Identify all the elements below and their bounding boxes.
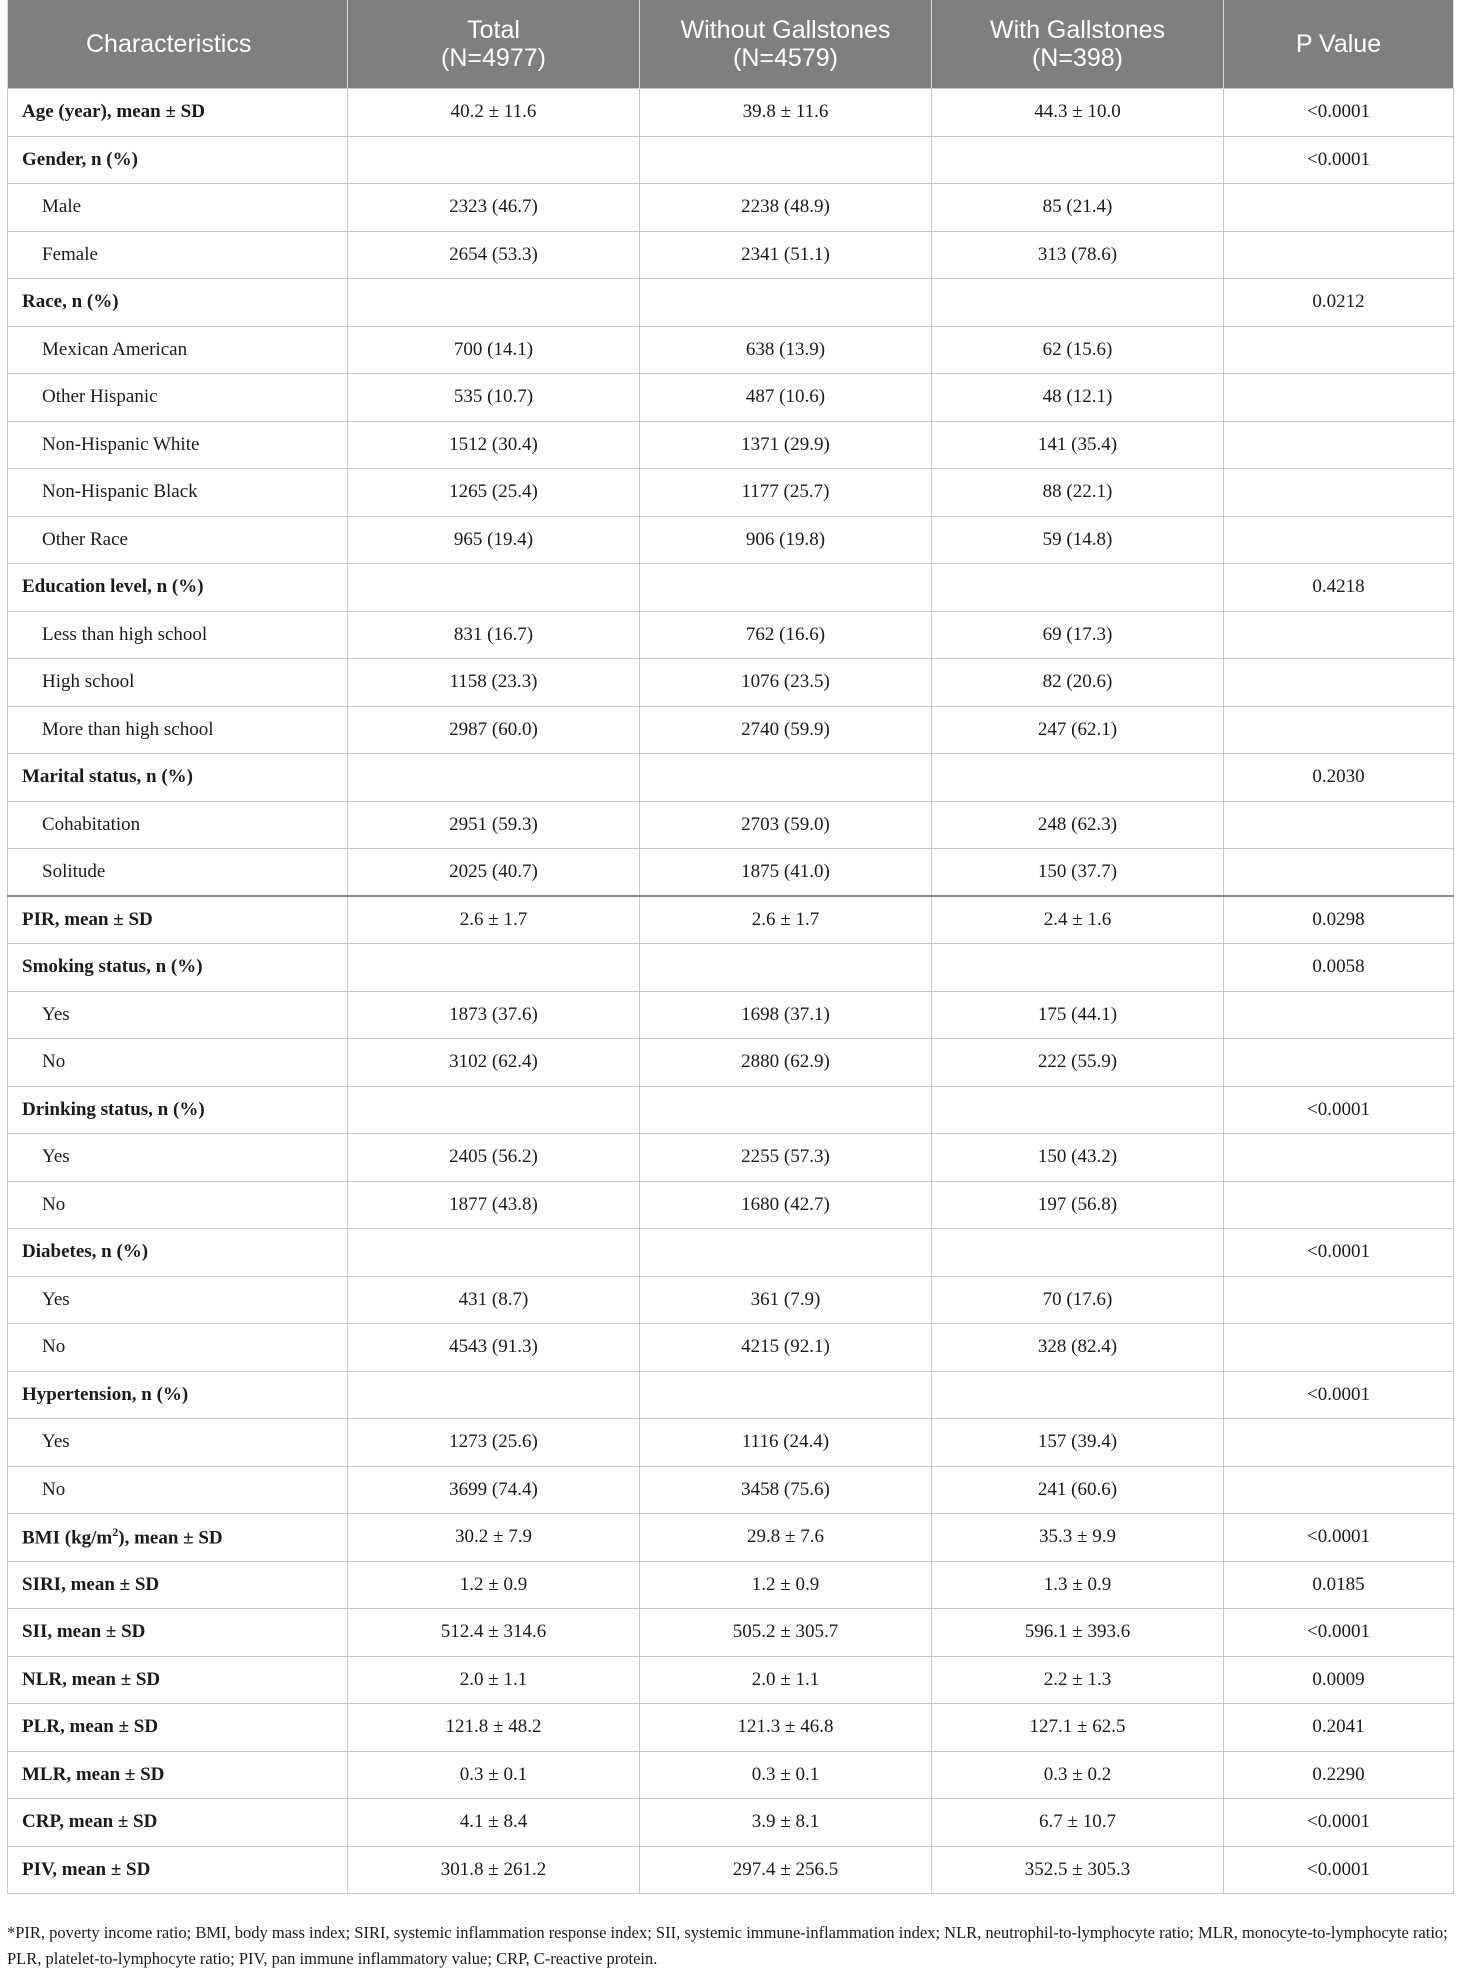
- cell-total: 965 (19.4): [348, 516, 640, 564]
- row-label: No: [8, 1181, 348, 1229]
- cell-p-value: <0.0001: [1224, 1846, 1454, 1894]
- cell-p-value: <0.0001: [1224, 136, 1454, 184]
- cell-total: 831 (16.7): [348, 611, 640, 659]
- cell-without-gallstones: 2341 (51.1): [640, 231, 932, 279]
- row-label: Cohabitation: [8, 801, 348, 849]
- cell-without-gallstones: 2.6 ± 1.7: [640, 896, 932, 944]
- table-row: [8, 1466, 1454, 1514]
- cell-p-value: [1224, 1419, 1454, 1467]
- cell-with-gallstones: 596.1 ± 393.6: [932, 1609, 1224, 1657]
- cell-without-gallstones: 2703 (59.0): [640, 801, 932, 849]
- cell-total: 2.6 ± 1.7: [348, 896, 640, 944]
- table-row: [8, 136, 1454, 184]
- cell-without-gallstones: 39.8 ± 11.6: [640, 89, 932, 137]
- cell-with-gallstones: 62 (15.6): [932, 326, 1224, 374]
- cell-total: [348, 136, 640, 184]
- row-label: Male: [8, 184, 348, 232]
- header-characteristics: Characteristics: [8, 0, 348, 89]
- cell-total: 512.4 ± 314.6: [348, 1609, 640, 1657]
- cell-p-value: [1224, 184, 1454, 232]
- row-label: BMI $(kg/m^2)$, mean ± SD: [8, 1514, 348, 1562]
- cell-total: 30.2 ± 7.9: [348, 1514, 640, 1562]
- row-label: Yes: [8, 1134, 348, 1182]
- row-label: PLR, mean ± SD: [8, 1704, 348, 1752]
- cell-p-value: [1224, 326, 1454, 374]
- cell-with-gallstones: 157 (39.4): [932, 1419, 1224, 1467]
- table-row: [8, 611, 1454, 659]
- row-label: Non-Hispanic White: [8, 421, 348, 469]
- cell-with-gallstones: [932, 564, 1224, 612]
- row-label: MLR, mean ± SD: [8, 1751, 348, 1799]
- cell-without-gallstones: 906 (19.8): [640, 516, 932, 564]
- cell-without-gallstones: [640, 1371, 932, 1419]
- table-row: [8, 89, 1454, 137]
- table-row: [8, 944, 1454, 992]
- header-without-gallstones: Without Gallstones (N=4579): [640, 0, 932, 89]
- cell-p-value: [1224, 706, 1454, 754]
- row-label: Solitude: [8, 849, 348, 897]
- row-label: Yes: [8, 1276, 348, 1324]
- table-row: [8, 564, 1454, 612]
- row-label: Race, n (%): [8, 279, 348, 327]
- cell-p-value: <0.0001: [1224, 1086, 1454, 1134]
- table-row: [8, 1229, 1454, 1277]
- cell-without-gallstones: 297.4 ± 256.5: [640, 1846, 932, 1894]
- table-header: [8, 0, 1454, 89]
- cell-without-gallstones: [640, 564, 932, 612]
- table-row: [8, 1609, 1454, 1657]
- cell-without-gallstones: 2255 (57.3): [640, 1134, 932, 1182]
- cell-p-value: [1224, 801, 1454, 849]
- table-body: [8, 89, 1454, 1894]
- table-row: [8, 469, 1454, 517]
- cell-with-gallstones: 197 (56.8): [932, 1181, 1224, 1229]
- table-row: [8, 659, 1454, 707]
- cell-with-gallstones: 150 (43.2): [932, 1134, 1224, 1182]
- header-total: Total (N=4977): [348, 0, 640, 89]
- table-row: [8, 896, 1454, 944]
- table-footnote: *PIR, poverty income ratio; BMI, body mass index; SIRI, systemic inflammation response index; SII, systemic immune-inflammation index; NLR, neutrophil-to-lymphocyte ratio; MLR, monocyte-to-lymphocyte ratio; PLR, platelet-to-lymphocyte ratio; PIV, pan immune inflammatory value; CRP, C-reactive protein.: [7, 1923, 1448, 1968]
- row-label: Non-Hispanic Black: [8, 469, 348, 517]
- row-label: SIRI, mean ± SD: [8, 1561, 348, 1609]
- cell-without-gallstones: 1177 (25.7): [640, 469, 932, 517]
- table-row: [8, 801, 1454, 849]
- cell-p-value: 0.0185: [1224, 1561, 1454, 1609]
- cell-without-gallstones: 1875 (41.0): [640, 849, 932, 897]
- cell-total: 2951 (59.3): [348, 801, 640, 849]
- cell-with-gallstones: [932, 754, 1224, 802]
- row-label: No: [8, 1466, 348, 1514]
- cell-p-value: [1224, 1276, 1454, 1324]
- cell-p-value: 0.0058: [1224, 944, 1454, 992]
- cell-p-value: <0.0001: [1224, 1799, 1454, 1847]
- cell-total: 2025 (40.7): [348, 849, 640, 897]
- cell-with-gallstones: 222 (55.9): [932, 1039, 1224, 1087]
- cell-p-value: [1224, 1466, 1454, 1514]
- table-row: [8, 1324, 1454, 1372]
- cell-with-gallstones: 352.5 ± 305.3: [932, 1846, 1224, 1894]
- table-row: [8, 1086, 1454, 1134]
- row-label: PIV, mean ± SD: [8, 1846, 348, 1894]
- cell-with-gallstones: 44.3 ± 10.0: [932, 89, 1224, 137]
- row-label: Other Race: [8, 516, 348, 564]
- row-label: Gender, n (%): [8, 136, 348, 184]
- table-row: [8, 754, 1454, 802]
- row-label: Other Hispanic: [8, 374, 348, 422]
- table-row: [8, 516, 1454, 564]
- cell-total: 700 (14.1): [348, 326, 640, 374]
- cell-with-gallstones: 175 (44.1): [932, 991, 1224, 1039]
- cell-without-gallstones: 3458 (75.6): [640, 1466, 932, 1514]
- table-row: [8, 1514, 1454, 1562]
- cell-p-value: [1224, 659, 1454, 707]
- row-label: Yes: [8, 991, 348, 1039]
- cell-total: 535 (10.7): [348, 374, 640, 422]
- cell-without-gallstones: 1680 (42.7): [640, 1181, 932, 1229]
- row-label: SII, mean ± SD: [8, 1609, 348, 1657]
- cell-without-gallstones: 2.0 ± 1.1: [640, 1656, 932, 1704]
- cell-p-value: [1224, 469, 1454, 517]
- cell-p-value: [1224, 516, 1454, 564]
- row-label: Hypertension, n (%): [8, 1371, 348, 1419]
- cell-total: 2.0 ± 1.1: [348, 1656, 640, 1704]
- cell-total: 301.8 ± 261.2: [348, 1846, 640, 1894]
- row-label: High school: [8, 659, 348, 707]
- cell-without-gallstones: [640, 754, 932, 802]
- cell-with-gallstones: 2.2 ± 1.3: [932, 1656, 1224, 1704]
- row-label: Marital status, n (%): [8, 754, 348, 802]
- cell-without-gallstones: [640, 944, 932, 992]
- cell-total: 1.2 ± 0.9: [348, 1561, 640, 1609]
- cell-with-gallstones: 35.3 ± 9.9: [932, 1514, 1224, 1562]
- cell-total: 2405 (56.2): [348, 1134, 640, 1182]
- cell-p-value: <0.0001: [1224, 1609, 1454, 1657]
- cell-p-value: [1224, 374, 1454, 422]
- cell-with-gallstones: 1.3 ± 0.9: [932, 1561, 1224, 1609]
- cell-total: 1273 (25.6): [348, 1419, 640, 1467]
- cell-p-value: <0.0001: [1224, 89, 1454, 137]
- cell-with-gallstones: 70 (17.6): [932, 1276, 1224, 1324]
- cell-without-gallstones: [640, 1086, 932, 1134]
- header-with-gallstones: With Gallstones (N=398): [932, 0, 1224, 89]
- cell-total: 1873 (37.6): [348, 991, 640, 1039]
- cell-with-gallstones: 48 (12.1): [932, 374, 1224, 422]
- cell-without-gallstones: 1698 (37.1): [640, 991, 932, 1039]
- cell-without-gallstones: 361 (7.9): [640, 1276, 932, 1324]
- table-row: [8, 1846, 1454, 1894]
- cell-without-gallstones: 1116 (24.4): [640, 1419, 932, 1467]
- row-label: More than high school: [8, 706, 348, 754]
- cell-without-gallstones: 2880 (62.9): [640, 1039, 932, 1087]
- cell-total: 2654 (53.3): [348, 231, 640, 279]
- cell-without-gallstones: 0.3 ± 0.1: [640, 1751, 932, 1799]
- cell-p-value: [1224, 849, 1454, 897]
- cell-total: [348, 1371, 640, 1419]
- cell-with-gallstones: [932, 1229, 1224, 1277]
- cell-total: 3102 (62.4): [348, 1039, 640, 1087]
- cell-without-gallstones: 2740 (59.9): [640, 706, 932, 754]
- cell-p-value: [1224, 1324, 1454, 1372]
- table-row: [8, 1751, 1454, 1799]
- table-row: [8, 1561, 1454, 1609]
- row-label: Less than high school: [8, 611, 348, 659]
- cell-p-value: 0.2030: [1224, 754, 1454, 802]
- cell-p-value: <0.0001: [1224, 1371, 1454, 1419]
- characteristics-table-container: [7, 0, 1453, 1894]
- cell-p-value: <0.0001: [1224, 1229, 1454, 1277]
- cell-with-gallstones: 2.4 ± 1.6: [932, 896, 1224, 944]
- cell-p-value: [1224, 421, 1454, 469]
- cell-with-gallstones: 150 (37.7): [932, 849, 1224, 897]
- table-row: [8, 326, 1454, 374]
- cell-with-gallstones: 313 (78.6): [932, 231, 1224, 279]
- cell-with-gallstones: [932, 279, 1224, 327]
- cell-with-gallstones: 248 (62.3): [932, 801, 1224, 849]
- table-row: [8, 706, 1454, 754]
- cell-total: 121.8 ± 48.2: [348, 1704, 640, 1752]
- cell-p-value: [1224, 1039, 1454, 1087]
- cell-without-gallstones: [640, 136, 932, 184]
- table-row: [8, 1371, 1454, 1419]
- row-label: Smoking status, n (%): [8, 944, 348, 992]
- cell-without-gallstones: 638 (13.9): [640, 326, 932, 374]
- table-row: [8, 991, 1454, 1039]
- cell-total: 2987 (60.0): [348, 706, 640, 754]
- cell-with-gallstones: 69 (17.3): [932, 611, 1224, 659]
- table-row: [8, 374, 1454, 422]
- table-row: [8, 1134, 1454, 1182]
- cell-total: 0.3 ± 0.1: [348, 1751, 640, 1799]
- cell-total: [348, 279, 640, 327]
- cell-with-gallstones: 85 (21.4): [932, 184, 1224, 232]
- cell-total: 4.1 ± 8.4: [348, 1799, 640, 1847]
- cell-p-value: 0.0009: [1224, 1656, 1454, 1704]
- cell-p-value: [1224, 991, 1454, 1039]
- cell-p-value: [1224, 1134, 1454, 1182]
- cell-p-value: [1224, 231, 1454, 279]
- cell-total: [348, 1229, 640, 1277]
- table-row: [8, 231, 1454, 279]
- table-row: [8, 421, 1454, 469]
- table-row: [8, 1656, 1454, 1704]
- cell-with-gallstones: 59 (14.8): [932, 516, 1224, 564]
- cell-total: 1512 (30.4): [348, 421, 640, 469]
- cell-with-gallstones: 127.1 ± 62.5: [932, 1704, 1224, 1752]
- cell-without-gallstones: 505.2 ± 305.7: [640, 1609, 932, 1657]
- cell-p-value: [1224, 611, 1454, 659]
- row-label: Diabetes, n (%): [8, 1229, 348, 1277]
- cell-without-gallstones: 1371 (29.9): [640, 421, 932, 469]
- table-row: [8, 184, 1454, 232]
- cell-with-gallstones: [932, 1086, 1224, 1134]
- row-label: Education level, n (%): [8, 564, 348, 612]
- cell-without-gallstones: 762 (16.6): [640, 611, 932, 659]
- cell-with-gallstones: 328 (82.4): [932, 1324, 1224, 1372]
- cell-without-gallstones: 29.8 ± 7.6: [640, 1514, 932, 1562]
- cell-total: 2323 (46.7): [348, 184, 640, 232]
- cell-with-gallstones: 88 (22.1): [932, 469, 1224, 517]
- table-row: [8, 279, 1454, 327]
- cell-with-gallstones: [932, 1371, 1224, 1419]
- cell-with-gallstones: 82 (20.6): [932, 659, 1224, 707]
- cell-total: 40.2 ± 11.6: [348, 89, 640, 137]
- characteristics-table: [7, 0, 1454, 1894]
- cell-p-value: [1224, 1181, 1454, 1229]
- row-label: Yes: [8, 1419, 348, 1467]
- cell-without-gallstones: 3.9 ± 8.1: [640, 1799, 932, 1847]
- cell-without-gallstones: [640, 1229, 932, 1277]
- row-label: NLR, mean ± SD: [8, 1656, 348, 1704]
- row-label: CRP, mean ± SD: [8, 1799, 348, 1847]
- row-label: Drinking status, n (%): [8, 1086, 348, 1134]
- cell-total: 1158 (23.3): [348, 659, 640, 707]
- cell-total: 4543 (91.3): [348, 1324, 640, 1372]
- cell-without-gallstones: 487 (10.6): [640, 374, 932, 422]
- table-row: [8, 1419, 1454, 1467]
- table-row: [8, 1181, 1454, 1229]
- cell-total: [348, 754, 640, 802]
- row-label: No: [8, 1324, 348, 1372]
- cell-total: 1265 (25.4): [348, 469, 640, 517]
- table-row: [8, 1276, 1454, 1324]
- cell-total: [348, 1086, 640, 1134]
- row-label: No: [8, 1039, 348, 1087]
- table-row: [8, 1704, 1454, 1752]
- cell-total: [348, 564, 640, 612]
- cell-p-value: 0.2041: [1224, 1704, 1454, 1752]
- cell-with-gallstones: [932, 944, 1224, 992]
- cell-with-gallstones: 241 (60.6): [932, 1466, 1224, 1514]
- cell-p-value: <0.0001: [1224, 1514, 1454, 1562]
- table-row: [8, 849, 1454, 897]
- cell-without-gallstones: 1.2 ± 0.9: [640, 1561, 932, 1609]
- row-label: PIR, mean ± SD: [8, 896, 348, 944]
- cell-with-gallstones: 141 (35.4): [932, 421, 1224, 469]
- cell-total: 3699 (74.4): [348, 1466, 640, 1514]
- cell-total: 1877 (43.8): [348, 1181, 640, 1229]
- row-label: Mexican American: [8, 326, 348, 374]
- cell-with-gallstones: 247 (62.1): [932, 706, 1224, 754]
- table-row: [8, 1039, 1454, 1087]
- cell-with-gallstones: 6.7 ± 10.7: [932, 1799, 1224, 1847]
- cell-without-gallstones: 121.3 ± 46.8: [640, 1704, 932, 1752]
- cell-p-value: 0.2290: [1224, 1751, 1454, 1799]
- header-p-value: P Value: [1224, 0, 1454, 89]
- cell-p-value: 0.4218: [1224, 564, 1454, 612]
- cell-without-gallstones: 4215 (92.1): [640, 1324, 932, 1372]
- cell-without-gallstones: [640, 279, 932, 327]
- row-label: Age (year), mean ± SD: [8, 89, 348, 137]
- cell-total: 431 (8.7): [348, 1276, 640, 1324]
- cell-p-value: 0.0298: [1224, 896, 1454, 944]
- cell-total: [348, 944, 640, 992]
- table-row: [8, 1799, 1454, 1847]
- row-label: Female: [8, 231, 348, 279]
- cell-p-value: 0.0212: [1224, 279, 1454, 327]
- cell-with-gallstones: [932, 136, 1224, 184]
- cell-with-gallstones: 0.3 ± 0.2: [932, 1751, 1224, 1799]
- cell-without-gallstones: 2238 (48.9): [640, 184, 932, 232]
- cell-without-gallstones: 1076 (23.5): [640, 659, 932, 707]
